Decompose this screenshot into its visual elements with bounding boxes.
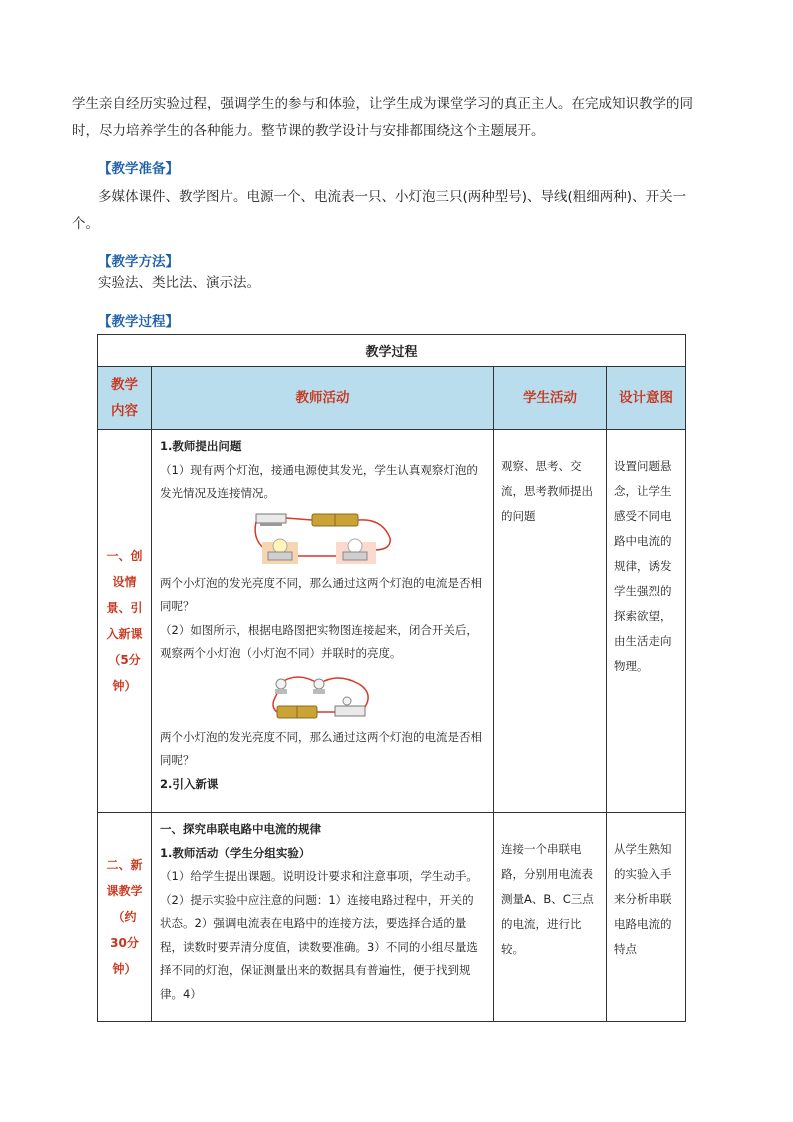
row2-teacher-p4: （2）提示实验中应注意的问题：1）连接电路过程中，开关的状态。2）强调电流表在电路中的连接方法，要选择合适的量程，读数时要弄清分度值，读数要准确。3）不同的小组尽量选择不同的灯泡，保证测量出来的数据具有普遍性，便于找到规律。4） — [160, 892, 478, 1001]
method-text: 实验法、类比法、演示法。 — [98, 275, 260, 291]
header-student: 学生活动 — [494, 367, 607, 430]
row2-content-label — [98, 813, 152, 1022]
row1-teacher-p5: 2.引入新课 — [160, 776, 219, 791]
row1-student-activity: 观察、思考、交流，思考教师提出的问题 — [494, 430, 607, 813]
row1-design-intent: 设置问题悬念，让学生感受不同电路中电流的规律，诱发学生强烈的探索欲望，由生活走向物理。 — [607, 430, 686, 813]
method-heading: 【教学方法】 — [98, 254, 179, 270]
prep-heading: 【教学准备】 — [98, 161, 179, 177]
row2-teacher-p3: （1）给学生提出课题。说明设计要求和注意事项，学生动手。 — [160, 869, 478, 883]
header-design: 设计意图 — [607, 367, 686, 430]
row2-teacher-p2: 1.教师活动（学生分组实验） — [160, 845, 311, 860]
header-teacher: 教师活动 — [152, 367, 494, 430]
row2-design-intent: 从学生熟知的实验入手来分析串联电路电流的特点 — [607, 813, 686, 1022]
circuit-diagram-series-bulbs-icon — [252, 510, 394, 568]
intro-line-1: 学生亲自经历实验过程，强调学生的参与和体验，让学生成为课堂学习的真正主人。在完成知识教学的同 — [72, 96, 693, 112]
row1-teacher-heading: 1.教师提出问题 — [160, 439, 242, 453]
row2-teacher-activity — [152, 813, 494, 1022]
row1-teacher-activity — [152, 430, 494, 813]
header-content — [98, 367, 152, 430]
teaching-process-table — [97, 334, 686, 1022]
prep-line-1: 多媒体课件、教学图片。电源一个、电流表一只、小灯泡三只(两种型号)、导线(粗细两种)、开关一 — [98, 189, 687, 205]
intro-line-2: 时，尽力培养学生的各种能力。整节课的教学设计与安排都围绕这个主题展开。 — [72, 123, 545, 139]
header-content-label: 教学内容 — [111, 377, 138, 419]
row2-student-activity: 连接一个串联电路，分别用电流表测量A、B、C三点的电流，进行比较。 — [494, 813, 607, 1022]
circuit-diagram-parallel-bulbs-icon — [267, 670, 379, 722]
row1-teacher-p1: （1）现有两个灯泡，接通电源使其发光，学生认真观察灯泡的发光情况及连接情况。 — [160, 462, 478, 500]
prep-line-2: 个。 — [72, 216, 99, 232]
row2-content-text: 二、新课教学（约30分钟） — [106, 858, 143, 976]
row1-teacher-p2: 两个小灯泡的发光亮度不同，那么通过这两个灯泡的电流是否相同呢？ — [160, 575, 482, 613]
row1-teacher-p3: （2）如图所示，根据电路图把实物图连接起来，闭合开关后，观察两个小灯泡（小灯泡不同）并联时的亮度。 — [160, 622, 478, 660]
table-title: 教学过程 — [98, 335, 686, 367]
row2-teacher-p1: 一、探究串联电路中电流的规律 — [160, 822, 321, 836]
process-heading: 【教学过程】 — [98, 314, 179, 330]
row1-teacher-p4: 两个小灯泡的发光亮度不同，那么通过这两个灯泡的电流是否相同呢？ — [160, 729, 482, 767]
row1-content-label — [98, 430, 152, 813]
row1-content-text: 一、创设情景、引入新课（5分钟） — [106, 549, 143, 693]
